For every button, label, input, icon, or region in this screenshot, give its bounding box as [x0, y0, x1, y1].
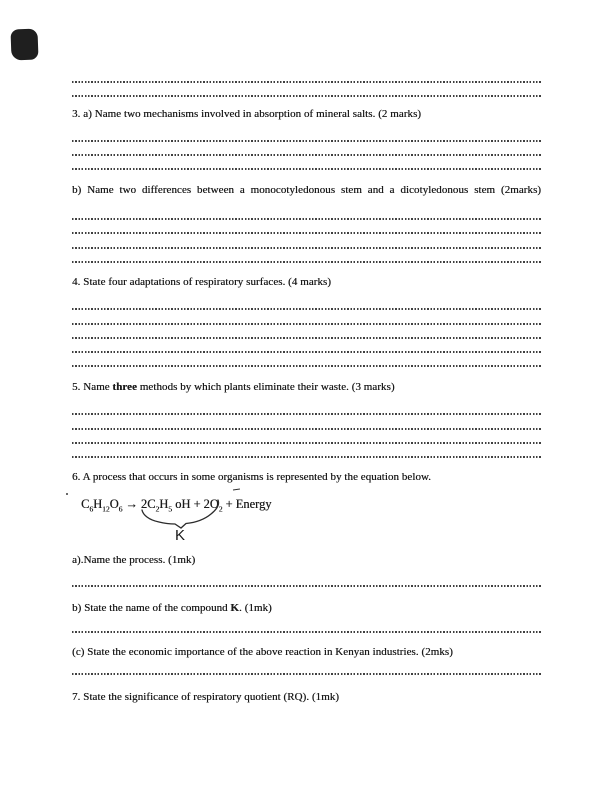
answer-line: [72, 261, 541, 263]
question-5-bold-word: three: [112, 381, 137, 393]
answer-line: [72, 365, 541, 367]
question-5: [72, 381, 395, 394]
answer-line: [72, 337, 541, 339]
eq-product1-oh: oH: [175, 497, 191, 511]
eq-reactant-c: C: [81, 497, 90, 511]
question-3b: b) Name two differences between a monocotyledonous stem and a dicotyledonous stem (2marks): [72, 184, 541, 196]
answer-line: [72, 168, 541, 170]
answer-line: [72, 232, 541, 234]
answer-line: [72, 218, 541, 220]
question-4: 4. State four adaptations of respiratory surfaces. (4 marks): [72, 276, 331, 288]
plus-sign: +: [193, 497, 201, 511]
answer-line: [72, 308, 541, 310]
compound-k-label: K: [175, 527, 186, 544]
eq-energy: Energy: [235, 497, 272, 511]
eq-sub: 2: [155, 504, 160, 514]
eq-sub: 12: [102, 504, 110, 514]
question-3a: 3. a) Name two mechanisms involved in absorption of mineral salts. (2 marks): [72, 108, 421, 120]
answer-line: [72, 154, 541, 156]
question-7: 7. State the significance of respiratory quotient (RQ). (1mk): [72, 691, 339, 703]
answer-line: [72, 428, 541, 430]
eq-product2: 2O: [203, 497, 219, 511]
stray-dot-artifact: [66, 493, 68, 495]
answer-line: [72, 247, 541, 249]
answer-line: [72, 323, 541, 325]
question-6c: (c) State the economic importance of the above reaction in Kenyan industries. (2mks): [72, 646, 453, 658]
overbar-mark-artifact: [233, 489, 240, 491]
question-6b-suffix: . (1mk): [239, 602, 272, 614]
question-5-prefix: 5. Name: [72, 381, 113, 393]
answer-line: [72, 81, 541, 83]
question-6b-prefix: b) State the name of the compound: [72, 602, 231, 614]
answer-line: [72, 585, 541, 587]
answer-line: [72, 95, 541, 97]
eq-sub: 6: [89, 504, 94, 514]
eq-sub: 2: [218, 504, 223, 514]
answer-line: [72, 442, 541, 444]
question-6b: [72, 602, 272, 615]
underbrace-icon: [140, 498, 230, 530]
question-6b-bold-k: K: [230, 602, 240, 614]
answer-line: [72, 351, 541, 353]
answer-line: [72, 631, 541, 633]
eq-sub: 6: [118, 504, 123, 514]
answer-line: [72, 673, 541, 675]
reaction-arrow: →: [125, 497, 138, 511]
eq-product1-h: H: [159, 497, 169, 511]
eq-reactant-o: O: [109, 497, 119, 511]
eq-sub: 5: [168, 504, 173, 514]
answer-line: [72, 413, 541, 415]
plus-sign: +: [225, 497, 233, 511]
eq-reactant-h: H: [93, 497, 103, 511]
question-5-suffix: methods by which plants eliminate their waste. (3 marks): [136, 381, 395, 393]
eq-product1: 2C: [140, 497, 156, 511]
ink-blob-artifact: [10, 29, 38, 61]
answer-line: [72, 140, 541, 142]
answer-line: [72, 456, 541, 458]
question-6a: a).Name the process. (1mk): [72, 554, 196, 566]
question-6: 6. A process that occurs in some organisms is represented by the equation below.: [72, 471, 431, 483]
